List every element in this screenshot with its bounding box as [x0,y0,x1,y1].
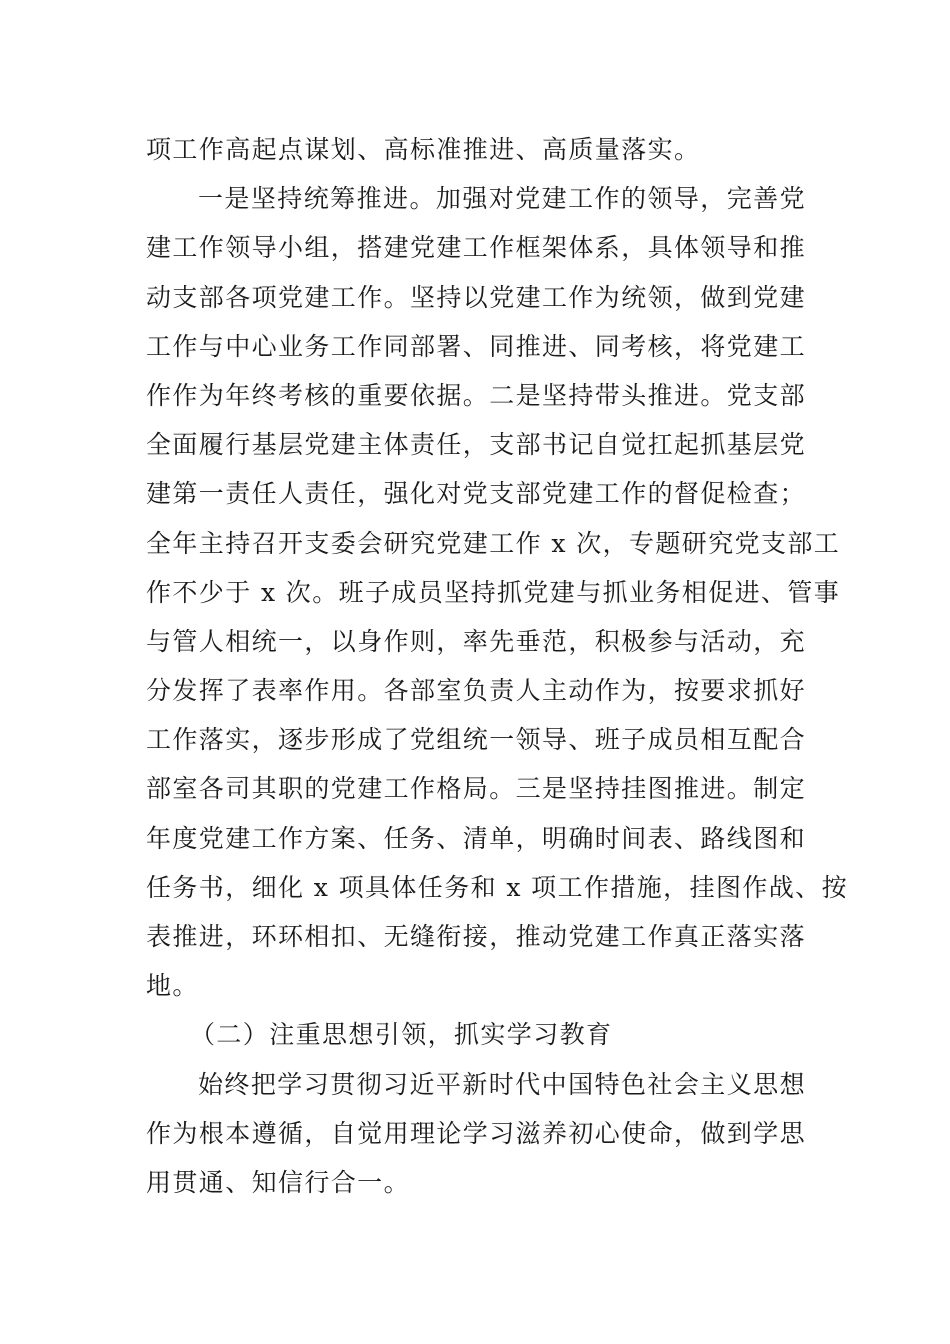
body-line: 作为根本遵循，自觉用理论学习滋养初心使命，做到学思 [146,1118,807,1148]
body-line: 用贯通、知信行合一。 [146,1167,411,1197]
body-line: 与管人相统一，以身作则，率先垂范，积极参与活动，充 [146,626,807,656]
body-line: 分发挥了表率作用。各部室负责人主动作为，按要求抓好 [146,676,807,706]
body-line: 建工作领导小组，搭建党建工作框架体系，具体领导和推 [146,233,807,263]
body-line: 任务书，细化 x 项具体任务和 x 项工作措施，挂图作战、按 [146,872,848,902]
body-line: 表推进，环环相扣、无缝衔接，推动党建工作真正落实落 [146,922,807,951]
body-line: 地。 [146,971,199,1001]
body-line: 年度党建工作方案、任务、清单，明确时间表、路线图和 [146,823,807,853]
body-line: 建第一责任人责任，强化对党支部党建工作的督促检查； [146,479,807,509]
body-line: 部室各司其职的党建工作格局。三是坚持挂图推进。制定 [146,774,807,804]
body-line: 全面履行基层党建主体责任，支部书记自觉扛起抓基层党 [146,430,807,460]
body-line: 项工作高起点谋划、高标准推进、高质量落实。 [146,135,701,164]
body-line: 动支部各项党建工作。坚持以党建工作为统领，做到党建 [146,282,807,312]
body-line: 作作为年终考核的重要依据。二是坚持带头推进。党支部 [146,380,807,410]
paragraph-first-line: 始终把学习贯彻习近平新时代中国特色社会主义思想 [198,1069,806,1099]
section-heading: （二）注重思想引领，抓实学习教育 [190,1020,613,1050]
body-line: 工作与中心业务工作同部署、同推进、同考核，将党建工 [146,331,807,361]
body-line: 作不少于 x 次。班子成员坚持抓党建与抓业务相促进、管事 [146,577,841,607]
body-line: 全年主持召开支委会研究党建工作 x 次，专题研究党支部工 [146,528,841,558]
paragraph-first-line: 一是坚持统筹推进。加强对党建工作的领导，完善党 [198,184,806,214]
document-body [146,125,848,1207]
body-line: 工作落实，逐步形成了党组统一领导、班子成员相互配合 [146,725,807,755]
